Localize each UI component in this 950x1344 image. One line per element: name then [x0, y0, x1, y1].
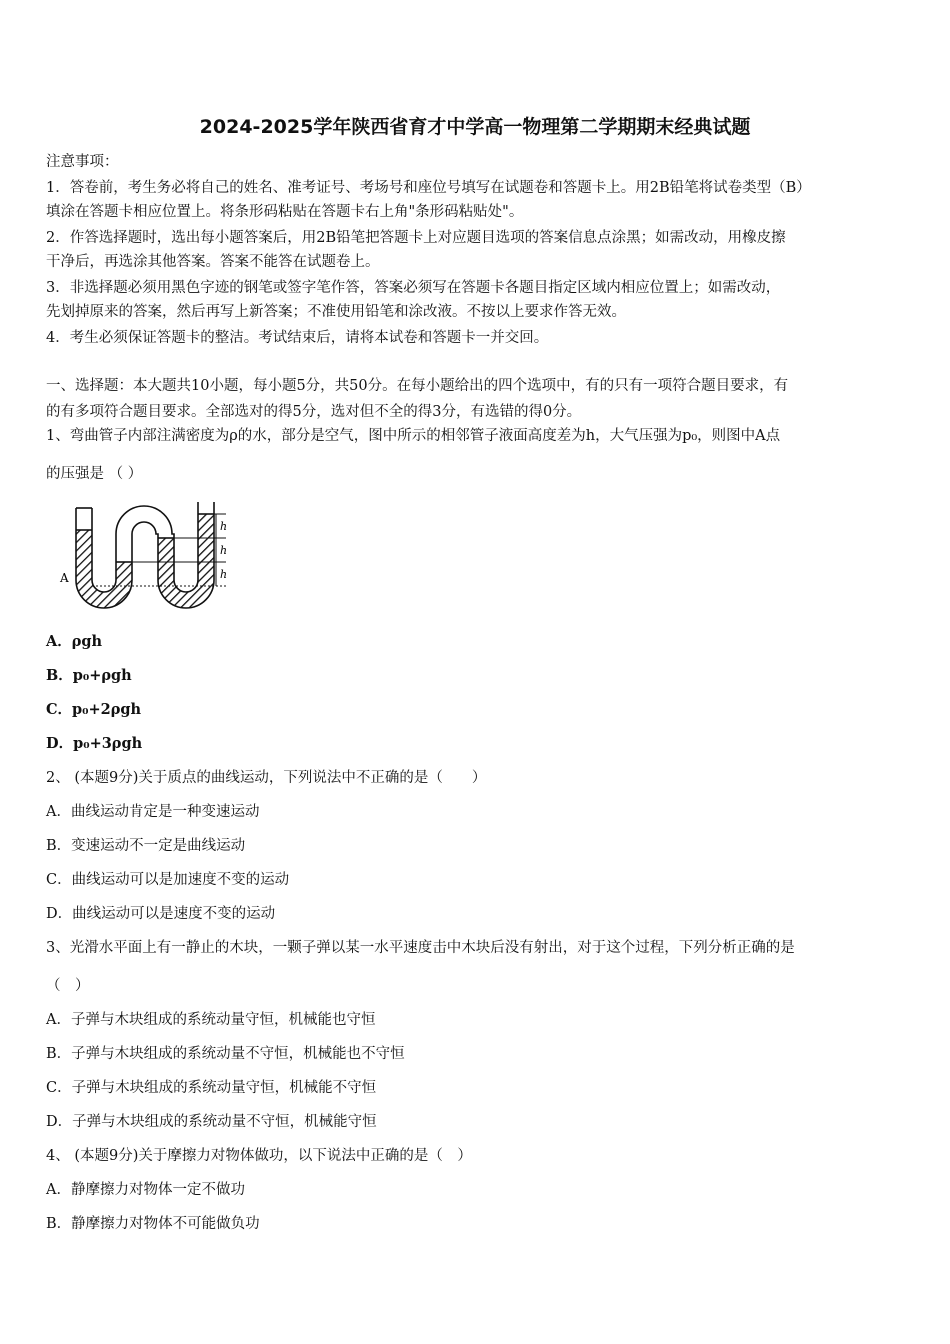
question-1-stem: 的压强是 （ ）: [46, 466, 143, 482]
question-3-option-a: A．子弹与木块组成的系统动量守恒，机械能也守恒: [46, 1012, 376, 1028]
question-4-option-b: B．静摩擦力对物体不可能做负功: [46, 1216, 260, 1232]
question-2-option-c: C．曲线运动可以是加速度不变的运动: [46, 872, 290, 888]
liquid-fill: [76, 514, 214, 608]
h-label: h: [220, 568, 228, 581]
notice-line: 2．作答选择题时，选出每小题答案后，用2B铅笔把答题卡上对应题目选项的答案信息点涂黑；如需改动，用橡皮擦: [46, 230, 786, 246]
point-a-label: A: [60, 571, 69, 585]
question-1-stem: 1、弯曲管子内部注满密度为ρ的水，部分是空气，图中所示的相邻管子液面高度差为h，大气压强为p₀，则图中A点: [46, 428, 781, 444]
notice-line: 先划掉原来的答案，然后再写上新答案；不准使用铅笔和涂改液。不按以上要求作答无效。: [46, 304, 626, 320]
question-1-option-c: C．p₀+2ρgh: [46, 701, 142, 718]
h-label: h: [220, 520, 228, 533]
notice-line: 4．考生必须保证答题卡的整洁。考试结束后，请将本试卷和答题卡一并交回。: [46, 330, 549, 346]
question-2-option-d: D．曲线运动可以是速度不变的运动: [46, 906, 276, 922]
notice-line: 干净后，再选涂其他答案。答案不能答在试题卷上。: [46, 254, 380, 270]
question-1-option-a: A．ρgh: [46, 633, 103, 650]
exam-title: 2024-2025学年陕西省育才中学高一物理第二学期期末经典试题: [199, 116, 751, 138]
question-2-stem: 2、 (本题9分)关于质点的曲线运动，下列说法中不正确的是（ ）: [46, 770, 487, 786]
h-label: h: [220, 544, 228, 557]
notice-line: 1．答卷前，考生务必将自己的姓名、准考证号、考场号和座位号填写在试题卷和答题卡上。用2B铅笔将试卷类型（B）: [46, 180, 811, 196]
question-3-option-c: C．子弹与木块组成的系统动量守恒，机械能不守恒: [46, 1080, 377, 1096]
question-2-option-b: B．变速运动不一定是曲线运动: [46, 838, 246, 854]
question-1-option-b: B．p₀+ρgh: [46, 667, 132, 684]
notice-line: 填涂在答题卡相应位置上。将条形码粘贴在答题卡右上角"条形码粘贴处"。: [46, 204, 524, 220]
section-intro: 的有多项符合题目要求。全部选对的得5分，选对但不全的得3分，有选错的得0分。: [46, 404, 582, 420]
question-3-stem: 3、光滑水平面上有一静止的木块，一颗子弹以某一水平速度击中木块后没有射出，对于这个过程，下列分析正确的是: [46, 940, 795, 956]
bent-tube-figure: [56, 494, 236, 618]
question-3-option-b: B．子弹与木块组成的系统动量不守恒，机械能也不守恒: [46, 1046, 405, 1062]
question-3-option-d: D．子弹与木块组成的系统动量不守恒，机械能守恒: [46, 1114, 377, 1130]
question-2-option-a: A．曲线运动肯定是一种变速运动: [46, 804, 260, 820]
notice-heading: 注意事项：: [46, 154, 119, 170]
question-4-option-a: A．静摩擦力对物体一定不做功: [46, 1182, 245, 1198]
question-1-option-d: D．p₀+3ρgh: [46, 735, 143, 752]
notice-line: 3．非选择题必须用黑色字迹的钢笔或签字笔作答，答案必须写在答题卡各题目指定区域内相应位置上；如需改动，: [46, 280, 781, 296]
question-4-stem: 4、 (本题9分)关于摩擦力对物体做功，以下说法中正确的是（ ）: [46, 1148, 472, 1164]
section-intro: 一、选择题：本大题共10小题，每小题5分，共50分。在每小题给出的四个选项中，有的只有一项符合题目要求，有: [46, 378, 789, 394]
question-3-stem: （ ）: [46, 978, 90, 994]
